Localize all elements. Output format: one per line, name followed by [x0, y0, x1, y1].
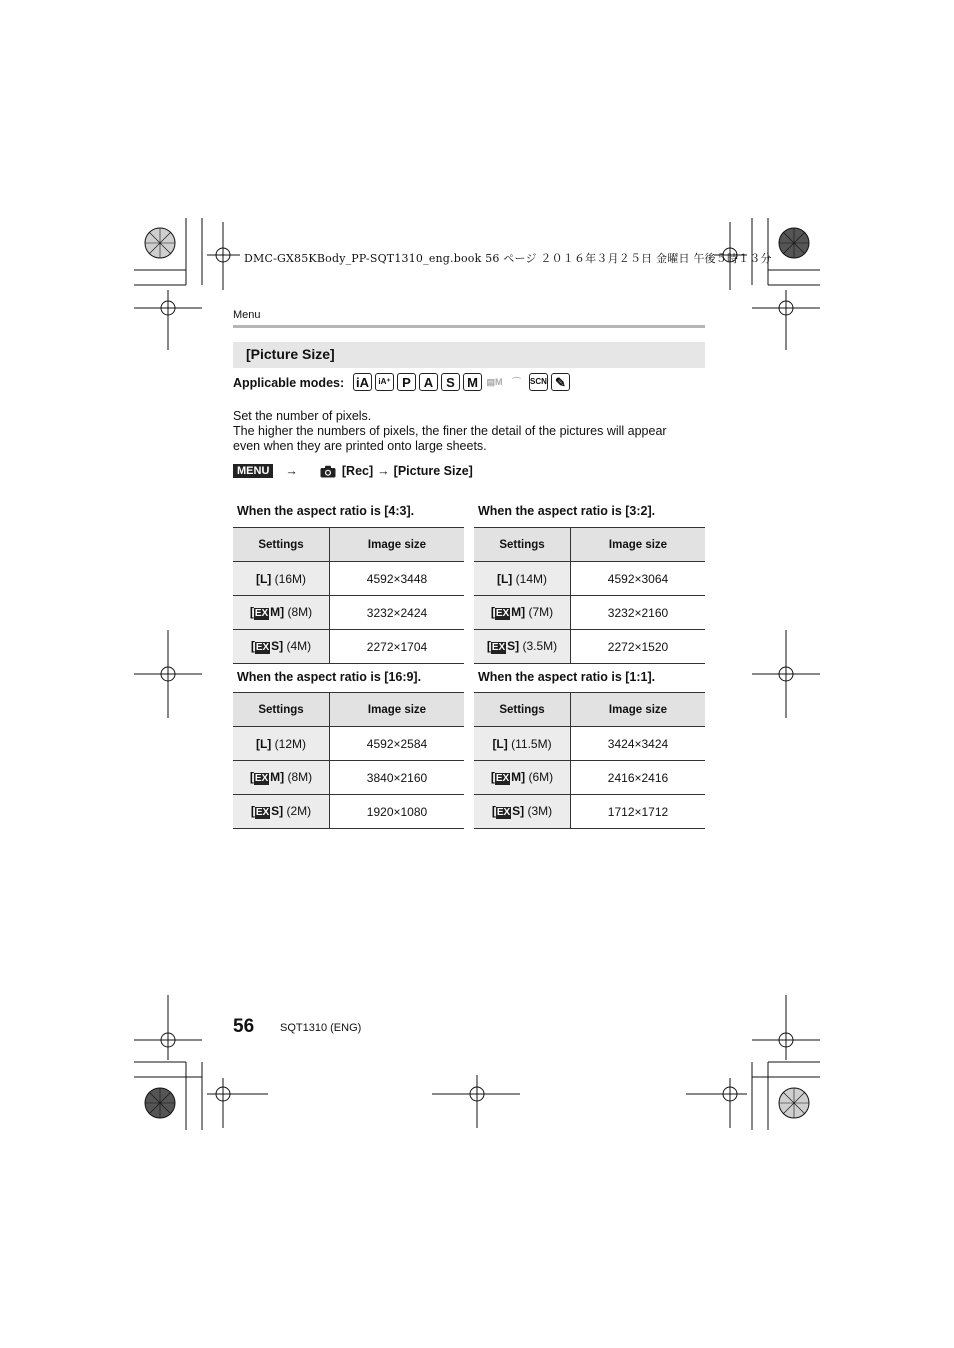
shutter-mode-icon: S: [441, 373, 460, 391]
size-setting-tag: [L]: [255, 736, 272, 751]
chapter-divider: [233, 325, 705, 328]
size-setting-tag: S]: [271, 639, 284, 653]
extended-zoom-icon: EX: [495, 608, 510, 619]
size-setting-tag: M]: [511, 605, 526, 619]
settings-cell: [EX M] (7M): [474, 596, 571, 630]
chapter-label: Menu: [233, 309, 261, 321]
page-number: 56: [233, 1016, 255, 1037]
creative-control-icon: ✎: [551, 373, 570, 391]
image-size-cell: 2416×2416: [571, 761, 706, 795]
image-size-cell: 3424×3424: [571, 727, 706, 761]
table-row: [233, 562, 464, 596]
description-line: Set the number of pixels.: [233, 409, 372, 423]
table-row: [474, 795, 705, 829]
megapixel-value: (16M): [274, 571, 306, 586]
menu-button-icon: MENU: [233, 464, 273, 478]
image-size-cell: 2272×1704: [330, 630, 465, 664]
size-setting-tag: [L]: [255, 571, 272, 586]
size-setting-tag: [L]: [496, 571, 513, 586]
settings-cell: [EX M] (8M): [233, 596, 330, 630]
extended-zoom-icon: EX: [491, 642, 506, 653]
table-row: [233, 727, 464, 761]
table-title-4-3: When the aspect ratio is [4:3].: [237, 504, 415, 518]
settings-cell: [EX S] (3M): [474, 795, 571, 829]
table-title-3-2: When the aspect ratio is [3:2].: [478, 504, 656, 518]
megapixel-value: (8M): [287, 605, 313, 619]
megapixel-value: (14M): [515, 571, 547, 586]
megapixel-value: (3.5M): [522, 639, 558, 653]
image-size-cell: 1712×1712: [571, 795, 706, 829]
creative-video-icon: ▤M: [486, 376, 503, 387]
size-setting-tag: S]: [271, 804, 284, 818]
applicable-modes-label: Applicable modes:: [233, 376, 345, 390]
table-row: [474, 727, 705, 761]
image-size-header: Image size: [571, 528, 706, 562]
extended-zoom-icon: EX: [255, 807, 270, 818]
table-row: [474, 761, 705, 795]
settings-cell: [EX S] (2M): [233, 795, 330, 829]
camera-icon: [320, 465, 336, 478]
megapixel-value: (6M): [528, 770, 554, 784]
image-size-cell: 4592×2584: [330, 727, 465, 761]
image-size-cell: 1920×1080: [330, 795, 465, 829]
settings-cell: [474, 727, 571, 761]
settings-cell: [EX M] (8M): [233, 761, 330, 795]
settings-header: Settings: [474, 528, 571, 562]
megapixel-value: (4M): [286, 639, 312, 653]
aperture-mode-icon: A: [419, 373, 438, 391]
image-size-cell: 3232×2160: [571, 596, 706, 630]
size-setting-tag: S]: [512, 804, 525, 818]
extended-zoom-icon: EX: [255, 642, 270, 653]
image-size-header: Image size: [571, 693, 706, 727]
table-row: [233, 630, 464, 664]
megapixel-value: (8M): [287, 770, 313, 784]
table-row: [474, 562, 705, 596]
image-size-cell: 2272×1520: [571, 630, 706, 664]
table-title-1-1: When the aspect ratio is [1:1].: [478, 670, 656, 684]
table-header-row: [233, 528, 464, 562]
extended-zoom-icon: EX: [495, 773, 510, 784]
extended-zoom-icon: EX: [254, 773, 269, 784]
manual-mode-icon: M: [463, 373, 482, 391]
settings-cell: [EX S] (4M): [233, 630, 330, 664]
settings-cell: [233, 562, 330, 596]
megapixel-value: (3M): [527, 804, 553, 818]
intelligent-auto-icon: iA: [353, 373, 372, 391]
megapixel-value: (11.5M): [511, 736, 552, 751]
settings-cell: [EX M] (6M): [474, 761, 571, 795]
description-line: The higher the numbers of pixels, the finer the detail of the pictures will appear: [233, 424, 667, 438]
applicable-modes-icons: [353, 373, 570, 391]
picture-size-table-1-1: [474, 692, 705, 829]
arrow-icon: →: [377, 464, 390, 478]
settings-header: Settings: [233, 528, 330, 562]
settings-cell: [474, 562, 571, 596]
description: [233, 409, 705, 454]
picture-size-table-3-2: [474, 527, 705, 664]
settings-header: Settings: [233, 693, 330, 727]
settings-header: Settings: [474, 693, 571, 727]
size-setting-tag: S]: [507, 639, 520, 653]
table-title-16-9: When the aspect ratio is [16:9].: [237, 670, 422, 684]
description-line: even when they are printed onto large sheets.: [233, 439, 487, 453]
settings-cell: [233, 727, 330, 761]
settings-cell: [EX S] (3.5M): [474, 630, 571, 664]
image-size-cell: 3232×2424: [330, 596, 465, 630]
arrow-icon: →: [285, 464, 298, 478]
megapixel-value: (2M): [286, 804, 312, 818]
document-code: SQT1310 (ENG): [280, 1022, 362, 1034]
size-setting-tag: M]: [511, 770, 526, 784]
table-row: [474, 630, 705, 664]
panorama-icon: ⌒: [511, 376, 521, 387]
book-file-header: DMC-GX85KBody_PP-SQT1310_eng.book 56 ページ ２０１６年３月２５日 金曜日 午後５時１３分: [244, 252, 772, 265]
table-header-row: [474, 528, 705, 562]
extended-zoom-icon: EX: [254, 608, 269, 619]
rec-menu-label: [Rec]: [341, 464, 374, 478]
picture-size-table-16-9: [233, 692, 464, 829]
menu-navigation-path: [233, 464, 473, 478]
image-size-cell: 4592×3064: [571, 562, 706, 596]
image-size-header: Image size: [330, 528, 465, 562]
intelligent-auto-plus-icon: iA⁺: [375, 373, 394, 391]
picture-size-menu-label: [Picture Size]: [393, 464, 473, 478]
table-header-row: [474, 693, 705, 727]
section-title: [Picture Size]: [246, 346, 335, 362]
table-row: [233, 795, 464, 829]
table-row: [233, 596, 464, 630]
size-setting-tag: M]: [270, 605, 285, 619]
extended-zoom-icon: EX: [496, 807, 511, 818]
table-row: [474, 596, 705, 630]
megapixel-value: (12M): [274, 736, 306, 751]
picture-size-table-4-3: [233, 527, 464, 664]
image-size-header: Image size: [330, 693, 465, 727]
table-header-row: [233, 693, 464, 727]
image-size-cell: 4592×3448: [330, 562, 465, 596]
size-setting-tag: [L]: [492, 736, 508, 751]
megapixel-value: (7M): [528, 605, 554, 619]
program-mode-icon: P: [397, 373, 416, 391]
size-setting-tag: M]: [270, 770, 285, 784]
table-row: [233, 761, 464, 795]
image-size-cell: 3840×2160: [330, 761, 465, 795]
scene-guide-icon: SCN: [529, 373, 548, 391]
